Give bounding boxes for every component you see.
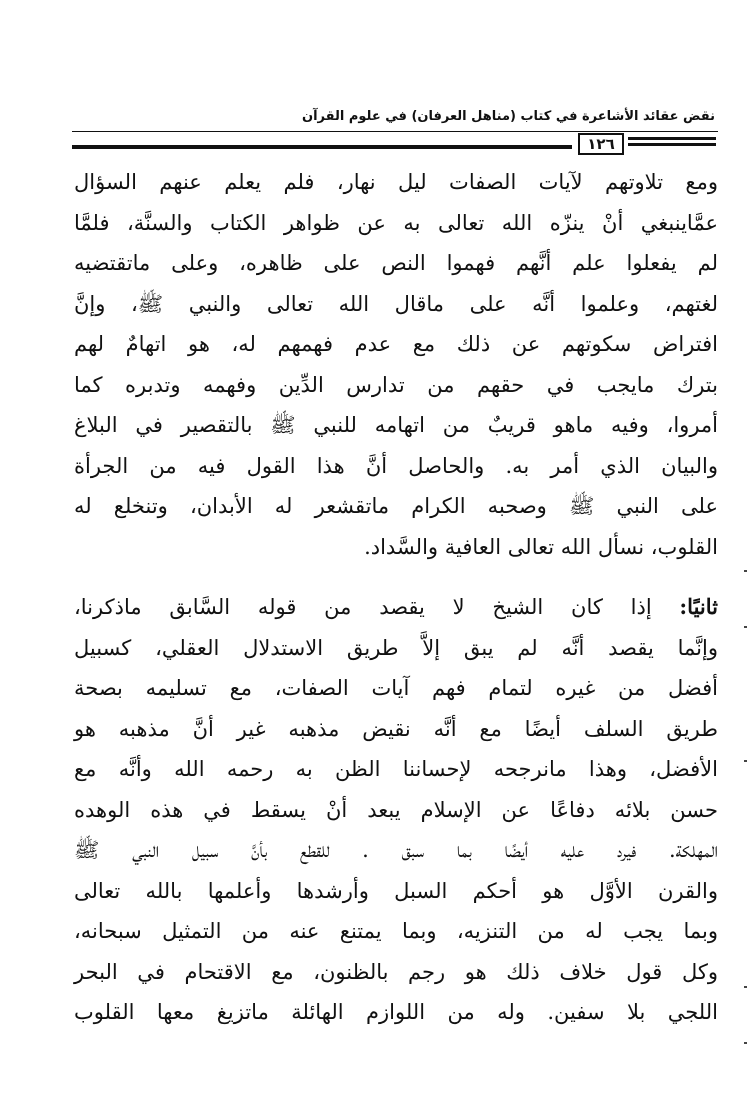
- header-rule: [72, 131, 718, 132]
- header-rule-thick: [72, 145, 572, 149]
- scan-speck: [744, 1042, 747, 1044]
- text-line: لغتهم، وعلموا أنَّه على ماقال الله تعالى والنبي ﷺ، وإنَّ: [74, 291, 718, 316]
- ornament-bar: [628, 137, 716, 140]
- running-title: نقض عقائد الأشاعرة في كتاب (مناهل العرفان) في علوم القرآن: [302, 109, 715, 124]
- text-line: [74, 587, 718, 628]
- text-line: طريق السلف أيضًا مع أنَّه نقيض مذهبه غير أنَّ مذهبه هو: [74, 716, 718, 741]
- ornament-bar: [628, 143, 716, 146]
- text-line: على النبي ﷺ وصحبه الكرام ماتقشعر له الأبدان، وتنخلع له: [74, 494, 718, 518]
- paragraph-1: [74, 162, 718, 567]
- scan-speck: [744, 626, 747, 628]
- paragraph-gap: [74, 567, 718, 587]
- scan-speck: [744, 570, 747, 572]
- text-line: حسن بلائه دفاعًا عن الإسلام يبعد أنْ يسقط في هذه الوهده: [74, 797, 718, 822]
- page-number-ornament: [628, 137, 716, 149]
- text-line: لم يفعلوا علم أنَّهم فهموا النص على ظاهره، وعلى ماتقتضيه: [74, 251, 718, 275]
- paragraph-lead: ثانيًا:: [679, 594, 718, 619]
- scan-speck: [744, 760, 747, 762]
- text-line: بترك مايجب في حقهم من تدارس الدِّين وفهمه وتدبره كما: [74, 372, 718, 397]
- text-line: الأفضل، وهذا مانرجحه لإحساننا الظن به رحمه الله وأنَّه مع: [74, 757, 718, 781]
- text-line: القلوب، نسأل الله تعالى العافية والسَّداد.: [364, 534, 718, 559]
- text-line: وبما يجب له من التنزيه، وبما يمتنع عنه من التمثيل سبحانه،: [74, 919, 718, 943]
- page-number: ١٢٦: [578, 133, 624, 155]
- paragraph-2: [74, 587, 718, 1033]
- scan-speck: [744, 986, 747, 988]
- text-line: والقرن الأوَّل هو أحكم السبل وأرشدها وأعلمها بالله تعالى: [74, 878, 718, 903]
- text-line: افتراض سكوتهم عن ذلك مع عدم فهمهم له، هو اتهامٌ لهم: [74, 332, 718, 356]
- text-line: اللجي بلا سفين. وله من اللوازم الهائلة ماتزيغ معها القلوب: [74, 1000, 718, 1024]
- text-line: ومع تلاوتهم لآيات الصفات ليل نهار، فلم يعلم عنهم السؤال: [74, 170, 718, 194]
- text-line: والبيان الذي أمر به. والحاصل أنَّ هذا القول فيه من الجرأة: [74, 453, 718, 478]
- text-line: وإنَّما يقصد أنَّه لم يبق إلاَّ طريق الاستدلال العقلي، كسبيل: [74, 635, 718, 660]
- text-line: أفضل من غيره لتمام فهم آيات الصفات، مع تسليمه بصحة: [74, 676, 718, 700]
- text-line: أمروا، وفيه ماهو قريبٌ من اتهامه للنبي ﷺ بالتقصير في البلاغ: [74, 413, 718, 437]
- text-line: عمَّاينبغي أنْ ينزّه الله تعالى به عن ظواهر الكتاب والسنَّة، فلمَّا: [74, 210, 718, 235]
- text-line-rest: إذا كان الشيخ لا يقصد من قوله السَّابق ماذكرنا،: [74, 595, 680, 619]
- text-line: المهلكة. فيرد عليه أيضًا بما سبق . للقطع بأنَّ سبيل النبي ﷺ: [74, 838, 718, 862]
- body-text: [74, 162, 718, 1033]
- text-line: وكل قول خلاف ذلك هو رجم بالظنون، مع الاقتحام في البحر: [74, 959, 718, 984]
